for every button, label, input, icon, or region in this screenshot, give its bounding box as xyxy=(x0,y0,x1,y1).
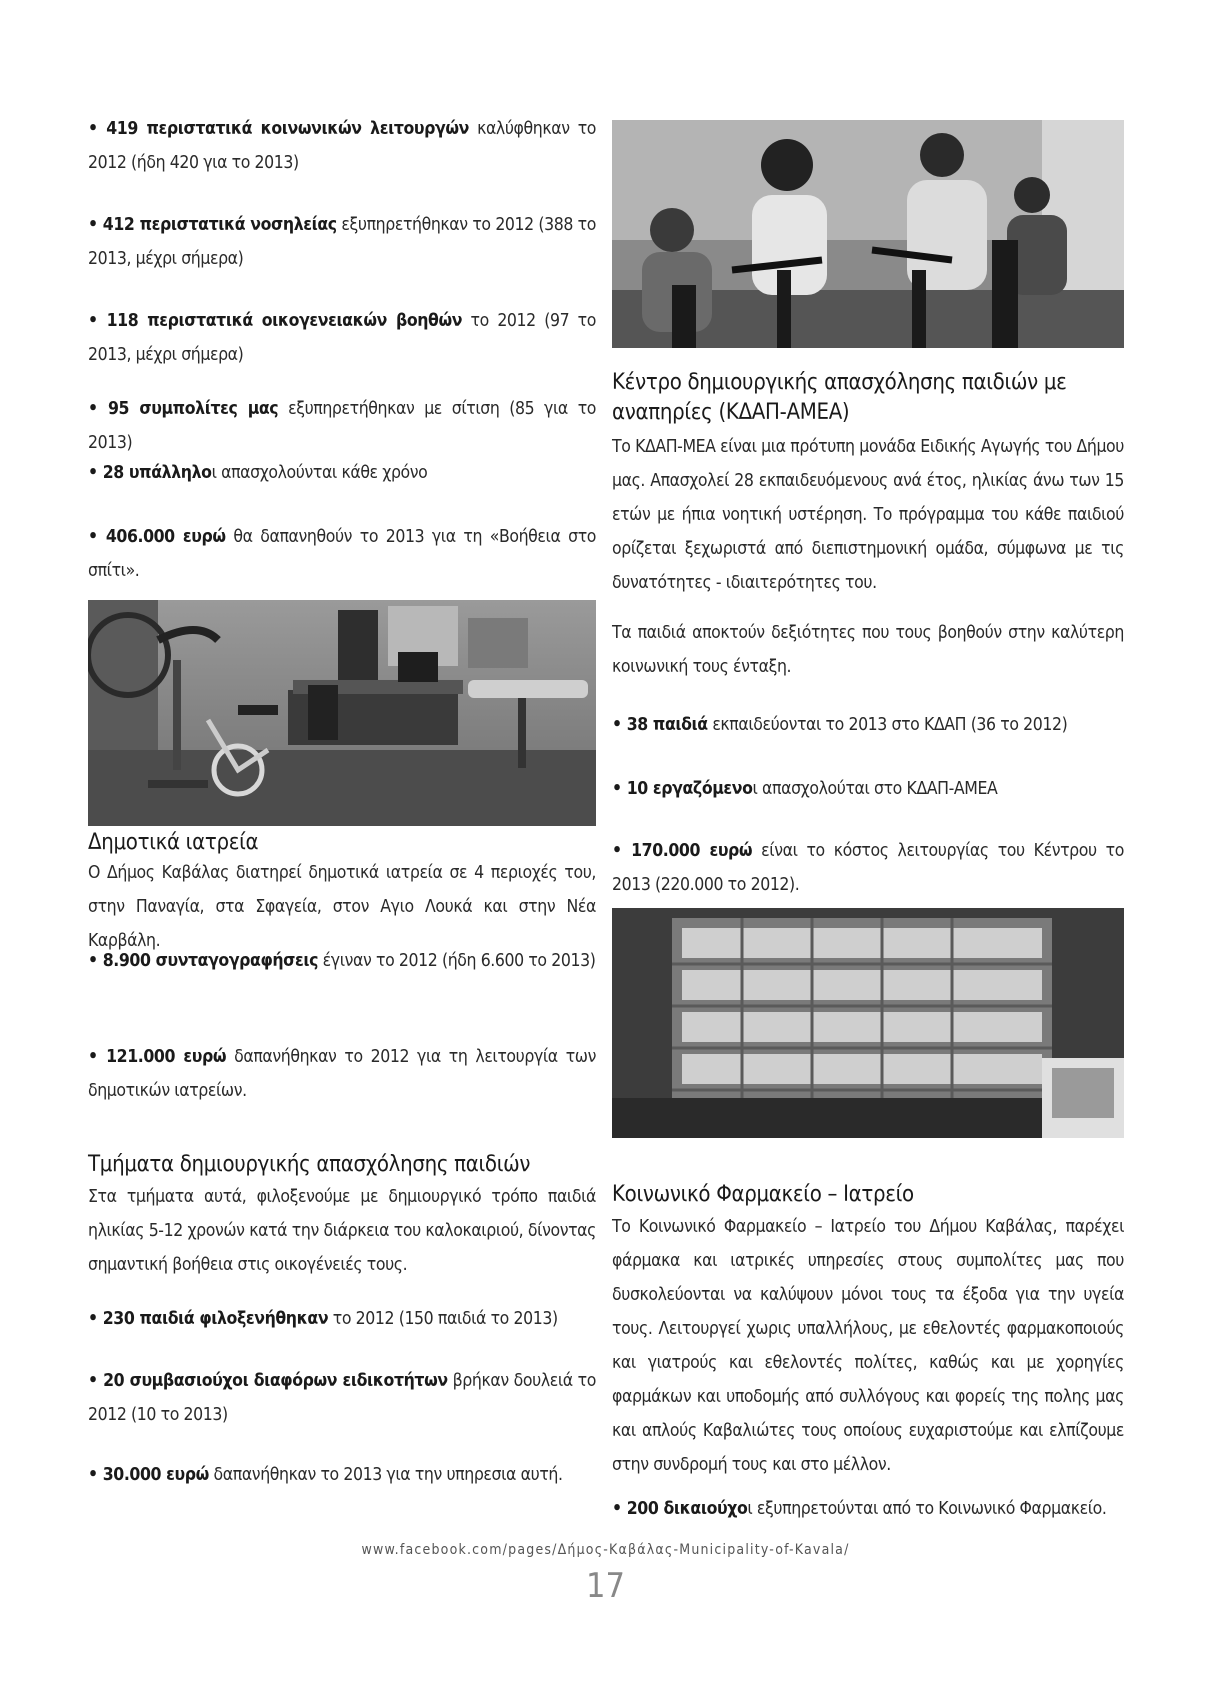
pharmacy-heading: Κοινωνικό Φαρμακείο – Ιατρείο xyxy=(612,1182,914,1207)
bullet-home-help-budget: • 406.000 ευρώ θα δαπανηθούν το 2013 για τη «Βοήθεια στο σπίτι». xyxy=(88,527,596,581)
bullet-kdap-cost: • 170.000 ευρώ είναι το κόστος λειτουργίας του Κέντρου το 2013 (220.000 το 2012). xyxy=(612,841,1124,895)
pharmacy-intro: Το Κοινωνικό Φαρμακείο – Ιατρείο του Δήμου Καβάλας, παρέχει φάρμακα και ιατρικές υπηρεσίες στους συμπολίτες μας που δυσκολεύονται να καλύψουν μόνοι τους τα έξοδα για την υγεία τους. Λειτουργεί χωρις υπαλλήλους, με εθελοντές φαρμακοποιούς και γιατρούς και εθελοντές πολίτες, καθώς και με χορηγίες φαρμάκων και υποδομής από συλλόγους και φορείς της πολης μας και απλούς Καβαλιώτες τους οποίους ευχαριστούμε και ελπίζουμε στην συνδρομή τους και στο μέλλον. xyxy=(612,1217,1124,1475)
kdap-heading: Κέντρο δημιουργικής απασχόλησης παιδιών με αναπηρίες (ΚΔΑΠ-ΑΜΕΑ) xyxy=(612,370,1067,425)
footer-url[interactable]: www.facebook.com/pages/Δήμος-Καβάλας-Municipality-of-Kavala/ xyxy=(361,1542,850,1558)
children-heading: Τμήματα δημιουργικής απασχόλησης παιδιών xyxy=(88,1152,531,1177)
kdap-para2: Τα παιδιά αποκτούν δεξιότητες που τους βοηθούν στην καλύτερη κοινωνική τους ένταξη. xyxy=(612,623,1124,677)
bullet-kdap-employees: • 10 εργαζόμενοι απασχολούται στο ΚΔΑΠ-ΑΜΕΑ xyxy=(612,779,998,799)
bullet-kdap-children: • 38 παιδιά εκπαιδεύονται το 2013 στο ΚΔΑΠ (36 το 2012) xyxy=(612,715,1068,735)
clinics-intro: Ο Δήμος Καβάλας διατηρεί δημοτικά ιατρεία σε 4 περιοχές του, στην Παναγία, στα Σφαγεία, στον Αγιο Λουκά και στην Νέα Καρβάλη. xyxy=(88,863,596,951)
bullet-children-budget: • 30.000 ευρώ δαπανήθηκαν το 2013 για την υπηρεσια αυτή. xyxy=(88,1465,563,1485)
bullet-children-hosted: • 230 παιδιά φιλοξενήθηκαν το 2012 (150 παιδιά το 2013) xyxy=(88,1309,558,1329)
bullet-prescriptions: • 8.900 συνταγογραφήσεις έγιναν το 2012 (ήδη 6.600 το 2013) xyxy=(88,951,596,971)
bullet-family-helpers: • 118 περιστατικά οικογενειακών βοηθών το 2012 (97 το 2013, μέχρι σήμερα) xyxy=(88,311,596,365)
bullet-contractors: • 20 συμβασιούχοι διαφόρων ειδικοτήτων βρήκαν δουλειά το 2012 (10 το 2013) xyxy=(88,1371,596,1425)
bullet-employees: • 28 υπάλληλοι απασχολούνται κάθε χρόνο xyxy=(88,463,428,483)
bullet-feeding: • 95 συμπολίτες μας εξυπηρετήθηκαν με σίτιση (85 για το 2013) xyxy=(88,399,596,453)
office-exercise-photo xyxy=(88,600,596,826)
bullet-hospitalization: • 412 περιστατικά νοσηλείας εξυπηρετήθηκαν το 2012 (388 το 2013, μέχρι σήμερα) xyxy=(88,215,596,269)
page-number: 17 xyxy=(586,1566,625,1606)
pharmacy-shelves-photo xyxy=(612,908,1124,1138)
bullet-clinics-budget: • 121.000 ευρώ δαπανήθηκαν το 2012 για τη λειτουργία των δημοτικών ιατρείων. xyxy=(88,1047,596,1101)
children-intro: Στα τμήματα αυτά, φιλοξενούμε με δημιουργικό τρόπο παιδιά ηλικίας 5-12 χρονών κατά την διάρκεια του καλοκαιριού, δίνοντας σημαντική βοήθεια στις οικογένειές τους. xyxy=(88,1187,596,1275)
exercise-bikes-photo xyxy=(612,120,1124,348)
clinics-heading: Δημοτικά ιατρεία xyxy=(88,830,259,855)
bullet-social-workers: • 419 περιστατικά κοινωνικών λειτουργών καλύφθηκαν το 2012 (ήδη 420 για το 2013) xyxy=(88,119,596,173)
bullet-pharmacy-beneficiaries: • 200 δικαιούχοι εξυπηρετούνται από το Κοινωνικό Φαρμακείο. xyxy=(612,1499,1107,1519)
kdap-intro: Το ΚΔΑΠ-ΜΕΑ είναι μια πρότυπη μονάδα Ειδικής Αγωγής του Δήμου μας. Απασχολεί 28 εκπαιδευόμενους ανά έτος, ηλικίας άνω των 15 ετών με ήπια νοητική υστέρηση. Το πρόγραμμα του κάθε παιδιού ορίζεται ξεχωριστά από διεπιστημονική ομάδα, σύμφωνα με τις δυνατότητες - ιδιαιτερότητες του. xyxy=(612,437,1124,593)
